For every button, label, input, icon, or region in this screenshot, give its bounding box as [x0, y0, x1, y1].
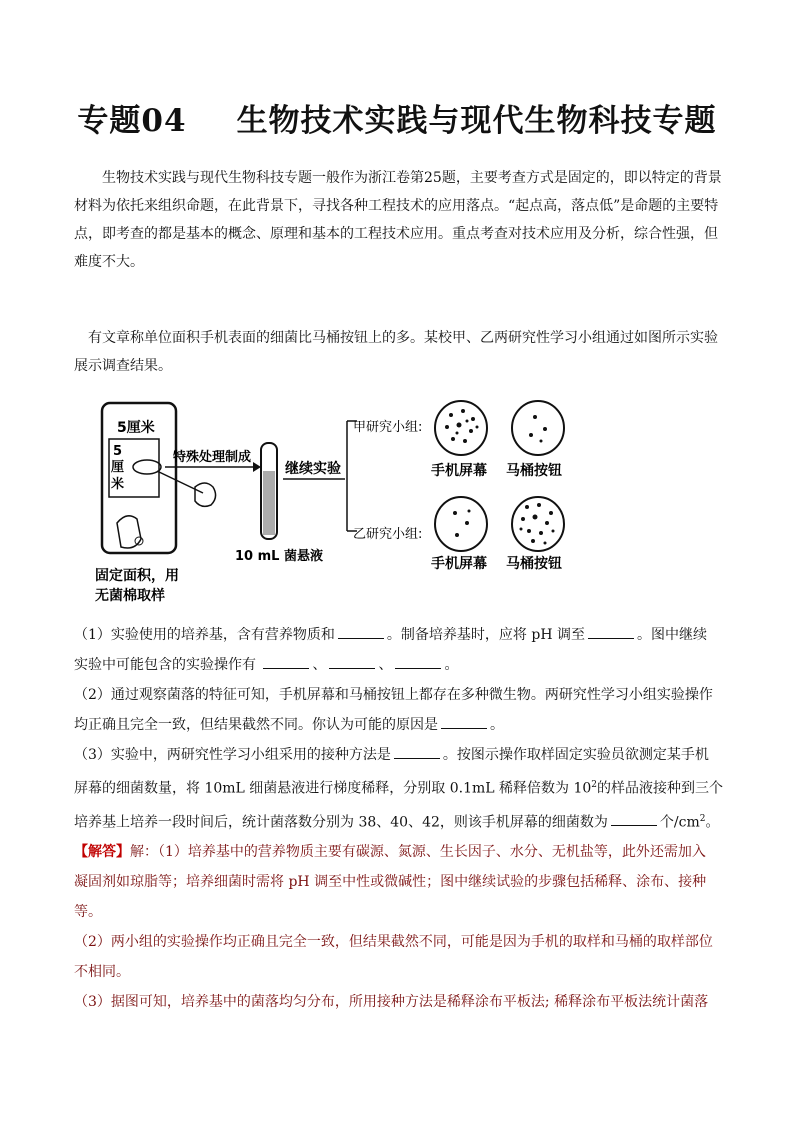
answer-tag: 【解答】 — [74, 844, 130, 861]
swab-spot — [133, 460, 161, 474]
phone-side-label-2: 厘 — [111, 460, 125, 475]
q2-blank[interactable] — [441, 714, 487, 729]
q1-blank-2[interactable] — [588, 624, 634, 639]
answer-line-4: （2）两小组的实验操作均正确且完全一致，但结果截然不同，可能是因为手机的取样和马桶的取样部位 — [74, 934, 713, 951]
q1-blank-5[interactable] — [395, 654, 441, 669]
answer-line-3: 等。 — [74, 904, 102, 921]
question-stem — [74, 324, 724, 380]
group-b-label: 乙研究小组: — [353, 527, 423, 542]
answer-line-2: 凝固剂如琼脂等；培养细菌时需将 pH 调至中性或微碱性；图中继续试验的步骤包括稀释、涂布、接种 — [74, 874, 707, 891]
swab-hand-icon — [117, 516, 141, 548]
dish-b-screen-colonies — [453, 510, 471, 538]
dish-b-screen-label: 手机屏幕 — [431, 556, 487, 572]
q3-blank-2[interactable] — [611, 811, 657, 826]
dish-b-button-label: 马桶按钮 — [506, 556, 562, 572]
answer-line-6: （3）据图可知，培养基中的菌落均匀分布，所用接种方法是稀释涂布平板法; 稀释涂布平板法统计菌落 — [74, 994, 709, 1011]
question-items — [74, 620, 724, 1017]
hand-icon — [195, 483, 216, 506]
dish-a-screen — [435, 401, 487, 455]
dish-a-button — [512, 401, 564, 455]
dish-b-button-colonies — [520, 503, 555, 545]
answer-line-1: 【解答】解：（1）培养基中的营养物质主要有碳源、氮源、生长因子、水分、无机盐等，此外还需加入 — [74, 844, 706, 861]
q1-blank-1[interactable] — [338, 624, 384, 639]
arrow2-label: 继续实验 — [285, 461, 341, 477]
dish-a-screen-label: 手机屏幕 — [431, 463, 487, 479]
dish-b-screen — [435, 497, 487, 551]
dish-a-button-label: 马桶按钮 — [506, 463, 562, 479]
q3-blank-1[interactable] — [394, 744, 440, 759]
intro-text: 生物技术实践与现代生物科技专题一般作为浙江卷第25题，主要考查方式是固定的，即以特定的背景材料为依托来组织命题，在此背景下，寻找各种工程技术的应用落点。“起点高，落点低”是命题的主要特点，即考查的都是基本的概念、原理和基本的工程技术应用。重点考查对技术应用及分析，综合性强，但难度不大。 — [74, 170, 722, 270]
q3-line1: （3）实验中，两研究性学习小组采用的接种方法是 。按图示操作取样固定实验员欲测定某手机 — [74, 740, 724, 770]
group-a-label: 甲研究小组: — [353, 420, 423, 435]
answer-line-5: 不相同。 — [74, 964, 130, 981]
intro-paragraph — [74, 164, 724, 276]
q1-blank-4[interactable] — [329, 654, 375, 669]
q3-line3: 培养基上培养一段时间后，统计菌落数分别为 38、40、42，则该手机屏幕的细菌数为 个$/cm^2$。 — [74, 804, 724, 838]
arrow1-label: 特殊处理制成 — [173, 450, 252, 465]
title-number: 专题04 — [77, 103, 187, 139]
page-title — [0, 95, 794, 140]
q2-line2: 均正确且完全一致，但结果截然不同。你认为可能的原因是 。 — [74, 710, 724, 740]
question-text: 有文章称单位面积手机表面的细菌比马桶按钮上的多。某校甲、乙两研究性学习小组通过如图所示实验展示调查结果。 — [74, 330, 718, 374]
q1-blank-3[interactable] — [263, 654, 309, 669]
experiment-figure — [95, 395, 595, 610]
phone-top-label: 5厘米 — [117, 420, 155, 436]
q1-line2: 实验中可能包含的实验操作有 、 、 。 — [74, 650, 724, 680]
phone-side-label-3: 米 — [111, 477, 125, 492]
dish-a-button-colonies — [529, 415, 547, 443]
tube-label: 10 mL 菌悬液 — [235, 549, 323, 564]
q1-line1: （1）实验使用的培养基，含有营养物质和 。制备培养基时，应将 pH 调至 。图中继续 — [74, 620, 724, 650]
swab-label-1: 固定面积，用 — [95, 568, 179, 584]
q3-line2: 屏幕的细菌数量，将 10mL 细菌悬液进行梯度稀释，分别取 0.1mL 稀释倍数为 $10^2$的样品液接种到三个 — [74, 780, 724, 797]
q2-line1: （2）通过观察菌落的特征可知，手机屏幕和马桶按钮上都存在多种微生物。两研究性学习小组实验操作 — [74, 687, 713, 703]
phone-side-label-1: 5 — [113, 444, 123, 459]
title-text: 生物技术实践与现代生物科技专题 — [236, 103, 717, 139]
dish-a-screen-colonies — [445, 409, 479, 443]
answer-block — [74, 837, 724, 1017]
swab-label-2: 无菌棉取样 — [95, 588, 165, 604]
